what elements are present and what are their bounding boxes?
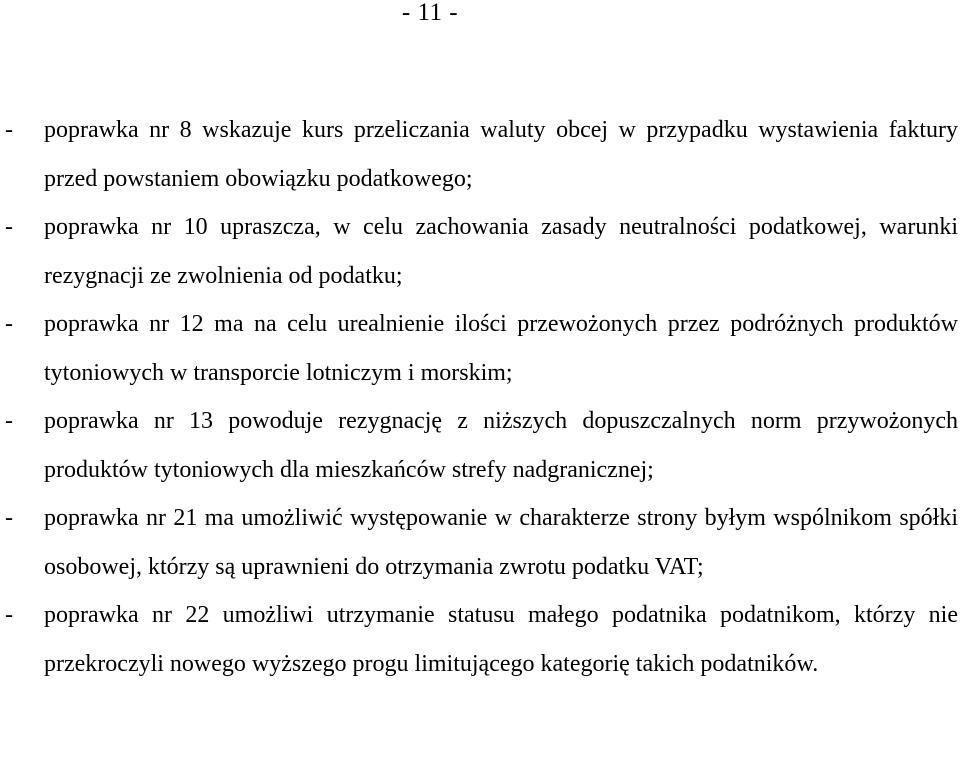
list-bullet: -: [5, 602, 13, 628]
list-bullet: -: [5, 117, 13, 143]
list-item-text: poprawka nr 10 upraszcza, w celu zachowania zasady neutralności podatkowej, warunki rezygnacji ze zwolnienia od podatku;: [44, 214, 958, 289]
list-bullet: -: [5, 311, 13, 337]
list-item: [0, 203, 958, 300]
list-bullet: -: [5, 214, 13, 240]
list-item: [0, 300, 958, 397]
list-item-text: poprawka nr 21 ma umożliwić występowanie w charakterze strony byłym wspólnikom spółki osobowej, którzy są uprawnieni do otrzymania zwrotu podatku VAT;: [44, 505, 958, 580]
list-bullet: -: [5, 408, 13, 434]
list-bullet: -: [5, 505, 13, 531]
list-item-text: poprawka nr 8 wskazuje kurs przeliczania waluty obcej w przypadku wystawienia faktury przed powstaniem obowiązku podatkowego;: [44, 117, 958, 192]
page-number: - 11 -: [401, 0, 459, 26]
list-item: [0, 591, 958, 688]
list-item-text: poprawka nr 22 umożliwi utrzymanie statusu małego podatnika podatnikom, którzy nie przekroczyli nowego wyższego progu limitującego kategorię takich podatników.: [44, 602, 958, 677]
list-item-text: poprawka nr 13 powoduje rezygnację z niższych dopuszczalnych norm przywożonych produktów tytoniowych dla mieszkańców strefy nadgranicznej;: [44, 408, 958, 483]
list-item: [0, 397, 958, 494]
amendment-list: [0, 106, 958, 688]
list-item: [0, 106, 958, 203]
list-item-text: poprawka nr 12 ma na celu urealnienie ilości przewożonych przez podróżnych produktów tytoniowych w transporcie lotniczym i morskim;: [44, 311, 958, 386]
list-item: [0, 494, 958, 591]
